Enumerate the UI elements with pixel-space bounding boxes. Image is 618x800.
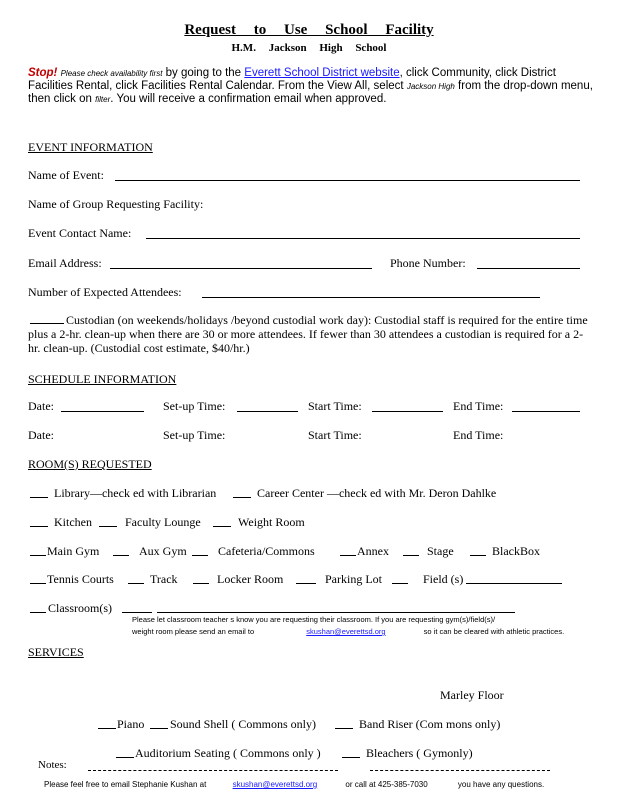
check-availability-text: Please check availability first — [60, 69, 163, 78]
cafeteria-label: Cafeteria/Commons — [218, 544, 315, 558]
from-dropdown-text: from the drop-down menu, then click on — [28, 80, 593, 105]
by-going-text: by going to the — [165, 67, 242, 79]
footer-post-text: you have any questions. — [457, 780, 545, 789]
classroom-detail-field[interactable] — [157, 612, 515, 613]
field-detail-field[interactable] — [466, 583, 562, 584]
attendees-label: Number of Expected Attendees: — [28, 285, 182, 299]
faculty-blank[interactable] — [99, 526, 117, 527]
annex-blank[interactable] — [340, 555, 356, 556]
footer-email-link[interactable]: skushan@everettsd.org — [232, 780, 318, 789]
annex-label: Annex — [357, 544, 389, 558]
library-label: Library—check ed with Librarian — [54, 486, 217, 500]
classroom-note-cleared-text: so it can be cleared with athletic practices. — [423, 627, 565, 636]
locker-label: Locker Room — [217, 572, 284, 586]
classroom-label: Classroom(s) — [48, 601, 112, 615]
click-district-text: , click District Facilities Rental — [28, 67, 556, 92]
band-riser-blank[interactable] — [335, 728, 353, 729]
schedule-heading: SCHEDULE INFORMATION — [28, 372, 177, 386]
from-view-text: . From the View All, select — [271, 80, 404, 92]
date-label-1: Date: — [28, 399, 54, 413]
tennis-blank[interactable] — [30, 583, 46, 584]
weight-label: Weight Room — [238, 515, 305, 529]
intro-instructions — [28, 67, 598, 106]
click-facilities-text: , click Facilities Rental Calendar — [109, 80, 272, 92]
kitchen-blank[interactable] — [30, 526, 48, 527]
contact-name-label: Event Contact Name: — [28, 226, 132, 240]
classroom-note-line1 — [132, 615, 495, 624]
main-gym-label: Main Gym — [47, 544, 100, 558]
track-label: Track — [150, 572, 178, 586]
date-field-1[interactable] — [61, 411, 144, 412]
piano-blank[interactable] — [98, 728, 116, 729]
sound-shell-label: Sound Shell ( Commons only) — [170, 717, 317, 731]
notes-field-1[interactable] — [88, 770, 338, 771]
stop-label: Stop! — [28, 67, 58, 79]
email-field[interactable] — [110, 268, 372, 269]
custodian-paragraph: Custodian (on weekends/holidays /beyond custodial work day): Custodial staff is required for the entire time plus a 2-hr. clean-up when there are 30 or more attendees. If fewer than 30 attendees a custodian is required for a 2-hr. clean-up. (Custodial cost estimate, $40/hr.) — [28, 313, 588, 355]
start-field-1[interactable] — [372, 411, 443, 412]
school-name: H.M. Jackson High School — [231, 42, 387, 54]
phone-label: Phone Number: — [390, 256, 466, 270]
auditorium-label: Auditorium Seating ( Commons only ) — [135, 746, 321, 760]
start-label-2: Start Time: — [308, 428, 362, 442]
kitchen-label: Kitchen — [54, 515, 92, 529]
blackbox-blank[interactable] — [470, 555, 486, 556]
field-blank[interactable] — [392, 583, 408, 584]
classroom-count-field[interactable] — [122, 612, 152, 613]
form-title: Request to Use School Facility — [184, 22, 434, 38]
phone-field[interactable] — [477, 268, 580, 269]
end-label-2: End Time: — [453, 428, 504, 442]
stage-blank[interactable] — [403, 555, 419, 556]
email-label: Email Address: — [28, 256, 102, 270]
district-website-link[interactable]: Everett School District website — [244, 67, 400, 79]
piano-label: Piano — [117, 717, 145, 731]
main-gym-blank[interactable] — [30, 555, 46, 556]
sound-shell-blank[interactable] — [150, 728, 168, 729]
event-name-field[interactable] — [115, 180, 580, 181]
notes-field-2[interactable] — [370, 770, 550, 771]
click-community-text: , click Community — [399, 67, 489, 79]
setup-label-2: Set-up Time: — [163, 428, 226, 442]
filter-text: filter — [95, 95, 111, 104]
track-blank[interactable] — [128, 583, 144, 584]
field-label: Field (s) — [423, 572, 464, 586]
classroom-email-link[interactable]: skushan@everettsd.org — [306, 627, 386, 636]
classroom-note-text: Please let classroom teacher s know you are requesting their classroom. — [132, 615, 373, 624]
classroom-note-email-text: weight room please send an email to — [132, 627, 255, 636]
bleachers-label: Bleachers ( Gymonly) — [366, 746, 473, 760]
locker-blank[interactable] — [193, 583, 209, 584]
date-label-2: Date: — [28, 428, 54, 442]
aux-gym-label: Aux Gym — [139, 544, 187, 558]
group-name-label: Name of Group Requesting Facility: — [28, 197, 204, 211]
services-heading: SERVICES — [28, 645, 84, 659]
setup-field-1[interactable] — [237, 411, 298, 412]
school-select-text: Jackson High — [406, 82, 455, 91]
classroom-note-line2 — [132, 627, 564, 636]
auditorium-blank[interactable] — [116, 757, 134, 758]
event-info-heading: EVENT INFORMATION — [28, 140, 153, 154]
weight-blank[interactable] — [213, 526, 231, 527]
end-label-1: End Time: — [453, 399, 504, 413]
bleachers-blank[interactable] — [342, 757, 360, 758]
band-riser-label: Band Riser (Com mons only) — [359, 717, 501, 731]
rooms-heading: ROOM(S) REQUESTED — [28, 457, 152, 471]
footer-pre-text: Please feel free to email Stephanie Kushan at — [44, 780, 207, 789]
contact-name-field[interactable] — [146, 238, 580, 239]
career-blank[interactable] — [233, 497, 251, 498]
event-name-label: Name of Event: — [28, 168, 104, 182]
start-label-1: Start Time: — [308, 399, 362, 413]
classroom-note-gym-text: If you are requesting gym(s)/field(s)/ — [375, 615, 496, 624]
attendees-field[interactable] — [202, 297, 540, 298]
marley-floor-label: Marley Floor — [440, 688, 504, 702]
library-blank[interactable] — [30, 497, 48, 498]
footer-contact — [44, 780, 544, 789]
setup-label-1: Set-up Time: — [163, 399, 226, 413]
confirmation-text: . You will receive a confirmation email when approved. — [110, 93, 387, 105]
tennis-label: Tennis Courts — [47, 572, 114, 586]
end-field-1[interactable] — [512, 411, 580, 412]
parking-blank[interactable] — [296, 583, 316, 584]
classroom-blank[interactable] — [30, 612, 46, 613]
stage-label: Stage — [427, 544, 454, 558]
notes-label: Notes: — [38, 759, 67, 771]
footer-call-text: or call at 425-385-7030 — [345, 780, 428, 789]
aux-gym-blank[interactable] — [113, 555, 129, 556]
career-label: Career Center —check ed with Mr. Deron Dahlke — [257, 486, 497, 500]
parking-label: Parking Lot — [325, 572, 382, 586]
blackbox-label: BlackBox — [492, 544, 540, 558]
cafeteria-blank[interactable] — [192, 555, 208, 556]
faculty-label: Faculty Lounge — [125, 515, 201, 529]
